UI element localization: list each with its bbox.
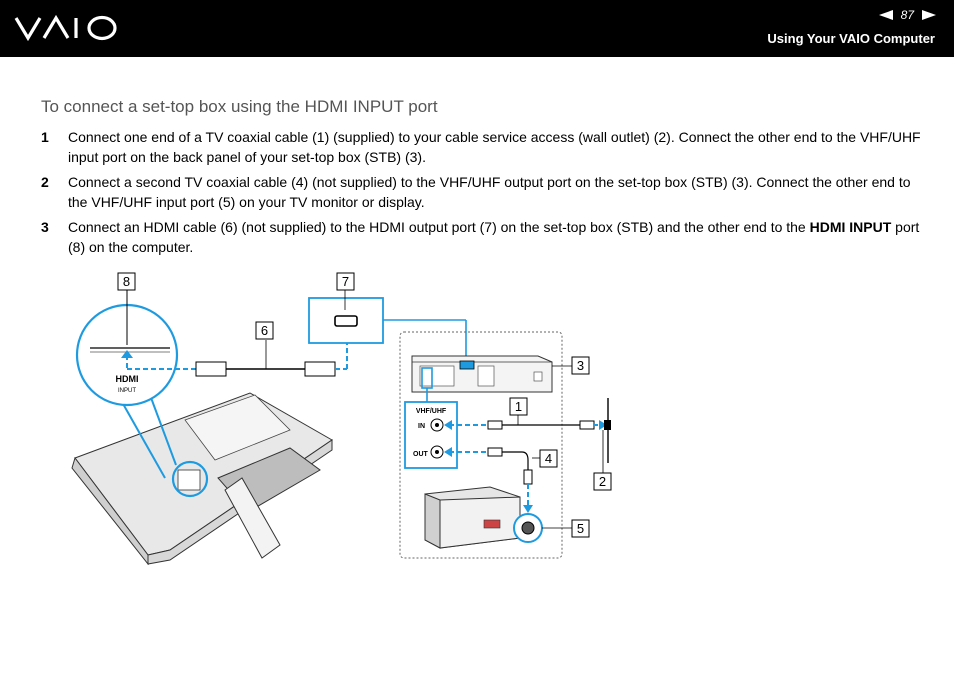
step-number: 2 xyxy=(41,174,49,190)
svg-text:7: 7 xyxy=(341,274,350,289)
step-text: Connect one end of a TV coaxial cable (1) (supplied) to your cable service access (wall outlet) (2). Connect the other end to the VHF/UHF input port on the back panel of your set-top box (STB) (3). xyxy=(68,129,921,165)
callout-4 xyxy=(540,450,557,467)
callout-3 xyxy=(572,357,589,374)
page-header xyxy=(0,0,954,57)
next-page-icon[interactable] xyxy=(922,10,936,20)
step-number: 3 xyxy=(41,219,49,235)
callout-2 xyxy=(594,473,611,490)
computer-illustration xyxy=(72,393,332,564)
section-title: Using Your VAIO Computer xyxy=(767,31,935,46)
svg-text:6: 6 xyxy=(260,323,269,338)
callout-5 xyxy=(572,520,589,537)
set-top-box xyxy=(412,356,552,392)
svg-text:1: 1 xyxy=(514,399,523,414)
step-3 xyxy=(41,217,921,257)
callout-1 xyxy=(510,398,527,415)
svg-text:INPUT: INPUT xyxy=(118,388,136,394)
svg-text:OUT: OUT xyxy=(413,451,428,458)
svg-text:HDMI: HDMI xyxy=(115,374,139,384)
hdmi-input-zoom xyxy=(77,290,177,405)
wall-outlet xyxy=(603,398,611,473)
step-number: 1 xyxy=(41,129,49,145)
page-navigation xyxy=(879,8,936,22)
step-1 xyxy=(41,127,921,167)
coax-cable-1 xyxy=(444,415,607,430)
vaio-logo xyxy=(14,12,124,44)
svg-text:2: 2 xyxy=(598,474,607,489)
svg-text:3: 3 xyxy=(576,358,585,373)
step-text: Connect an HDMI cable (6) (not supplied) to the HDMI output port (7) on the set-top box (STB) and the other end to the HDMI INPUT port (8) on the computer. xyxy=(68,219,920,255)
callout-8 xyxy=(118,273,135,290)
svg-text:4: 4 xyxy=(544,451,553,466)
page-number: 87 xyxy=(900,8,914,22)
tv-monitor xyxy=(425,487,520,548)
callout-7 xyxy=(337,273,354,290)
hdmi-output-zoom xyxy=(309,290,466,358)
svg-text:5: 5 xyxy=(576,521,585,536)
previous-page-icon[interactable] xyxy=(879,10,893,20)
svg-text:VHF/UHF: VHF/UHF xyxy=(415,408,447,415)
connection-diagram xyxy=(0,265,954,565)
hdmi-input-label: HDMI INPUT xyxy=(809,219,892,235)
step-text: Connect a second TV coaxial cable (4) (not supplied) to the VHF/UHF output port on the set-top box (STB) (3). Connect the other end to the VHF/UHF input port (5) on your TV monitor or display. xyxy=(68,174,911,210)
step-2 xyxy=(41,172,921,212)
svg-text:IN: IN xyxy=(418,423,425,430)
svg-text:8: 8 xyxy=(122,274,131,289)
callout-6 xyxy=(256,322,273,339)
page-heading: To connect a set-top box using the HDMI INPUT port xyxy=(41,97,438,116)
